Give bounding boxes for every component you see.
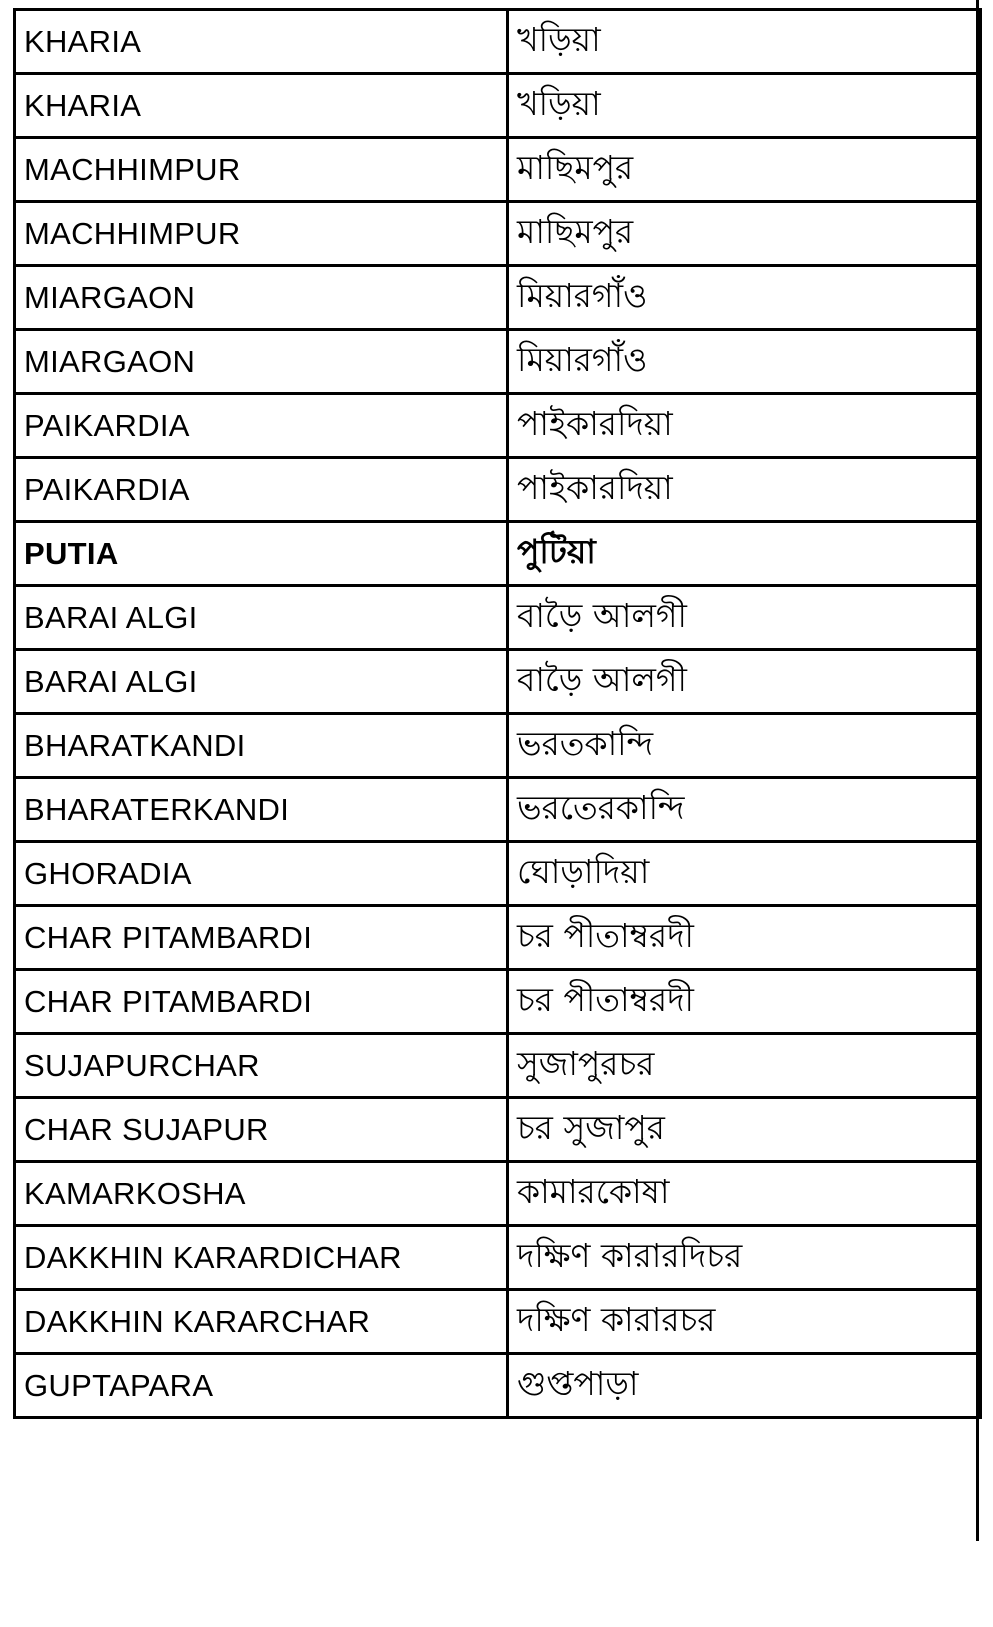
bengali-name-cell: মিয়ারগাঁও xyxy=(508,266,981,330)
table-row xyxy=(15,458,981,522)
english-name-cell: BARAI ALGI xyxy=(15,586,508,650)
table-row xyxy=(15,394,981,458)
table-row xyxy=(15,906,981,970)
bengali-name-cell: ঘোড়াদিয়া xyxy=(508,842,981,906)
english-name-cell: SUJAPURCHAR xyxy=(15,1034,508,1098)
english-name-cell: BHARATERKANDI xyxy=(15,778,508,842)
english-name-cell: GHORADIA xyxy=(15,842,508,906)
bengali-name-cell: দক্ষিণ কারারদিচর xyxy=(508,1226,981,1290)
table-row xyxy=(15,74,981,138)
english-name-cell: BHARATKANDI xyxy=(15,714,508,778)
table-row xyxy=(15,714,981,778)
english-name-cell: MIARGAON xyxy=(15,266,508,330)
english-name-cell: CHAR SUJAPUR xyxy=(15,1098,508,1162)
english-name-cell: DAKKHIN KARARCHAR xyxy=(15,1290,508,1354)
english-name-cell: KAMARKOSHA xyxy=(15,1162,508,1226)
english-name-cell: GUPTAPARA xyxy=(15,1354,508,1418)
table-row xyxy=(15,970,981,1034)
bengali-name-cell: কামারকোষা xyxy=(508,1162,981,1226)
adjacent-column-border xyxy=(976,0,979,1541)
english-name-cell: BARAI ALGI xyxy=(15,650,508,714)
english-name-cell: CHAR PITAMBARDI xyxy=(15,970,508,1034)
bengali-name-cell: মিয়ারগাঁও xyxy=(508,330,981,394)
table-row xyxy=(15,10,981,74)
table-row xyxy=(15,586,981,650)
bengali-name-cell: খড়িয়া xyxy=(508,10,981,74)
english-name-cell: KHARIA xyxy=(15,10,508,74)
bengali-name-cell: পাইকারদিয়া xyxy=(508,458,981,522)
bengali-name-cell: মাছিমপুর xyxy=(508,202,981,266)
table-row xyxy=(15,842,981,906)
table-row xyxy=(15,330,981,394)
bengali-name-cell: ভরতেরকান্দি xyxy=(508,778,981,842)
table-row xyxy=(15,266,981,330)
english-name-cell: KHARIA xyxy=(15,74,508,138)
table-row xyxy=(15,778,981,842)
english-name-cell: MACHHIMPUR xyxy=(15,138,508,202)
english-name-cell: MACHHIMPUR xyxy=(15,202,508,266)
english-name-cell: DAKKHIN KARARDICHAR xyxy=(15,1226,508,1290)
table-row xyxy=(15,1034,981,1098)
table-row xyxy=(15,650,981,714)
bengali-name-cell: বাড়ৈ আলগী xyxy=(508,586,981,650)
table-row xyxy=(15,1354,981,1418)
bengali-name-cell: ভরতকান্দি xyxy=(508,714,981,778)
bengali-name-cell: চর পীতাম্বরদী xyxy=(508,970,981,1034)
table-row xyxy=(15,1226,981,1290)
table-row xyxy=(15,1162,981,1226)
bengali-name-cell: চর সুজাপুর xyxy=(508,1098,981,1162)
bengali-name-cell: পুটিয়া xyxy=(508,522,981,586)
bengali-name-cell: গুপ্তপাড়া xyxy=(508,1354,981,1418)
english-name-cell: CHAR PITAMBARDI xyxy=(15,906,508,970)
bengali-name-cell: খড়িয়া xyxy=(508,74,981,138)
bengali-name-cell: পাইকারদিয়া xyxy=(508,394,981,458)
table-row xyxy=(15,202,981,266)
english-name-cell: PAIKARDIA xyxy=(15,394,508,458)
place-names-table xyxy=(13,8,982,1419)
bengali-name-cell: বাড়ৈ আলগী xyxy=(508,650,981,714)
bengali-name-cell: দক্ষিণ কারারচর xyxy=(508,1290,981,1354)
table-body xyxy=(15,10,981,1418)
table-row xyxy=(15,1290,981,1354)
english-name-cell: PAIKARDIA xyxy=(15,458,508,522)
english-name-cell: PUTIA xyxy=(15,522,508,586)
bengali-name-cell: মাছিমপুর xyxy=(508,138,981,202)
table-row xyxy=(15,138,981,202)
table-row-heading xyxy=(15,522,981,586)
table-row xyxy=(15,1098,981,1162)
bengali-name-cell: চর পীতাম্বরদী xyxy=(508,906,981,970)
bengali-name-cell: সুজাপুরচর xyxy=(508,1034,981,1098)
english-name-cell: MIARGAON xyxy=(15,330,508,394)
